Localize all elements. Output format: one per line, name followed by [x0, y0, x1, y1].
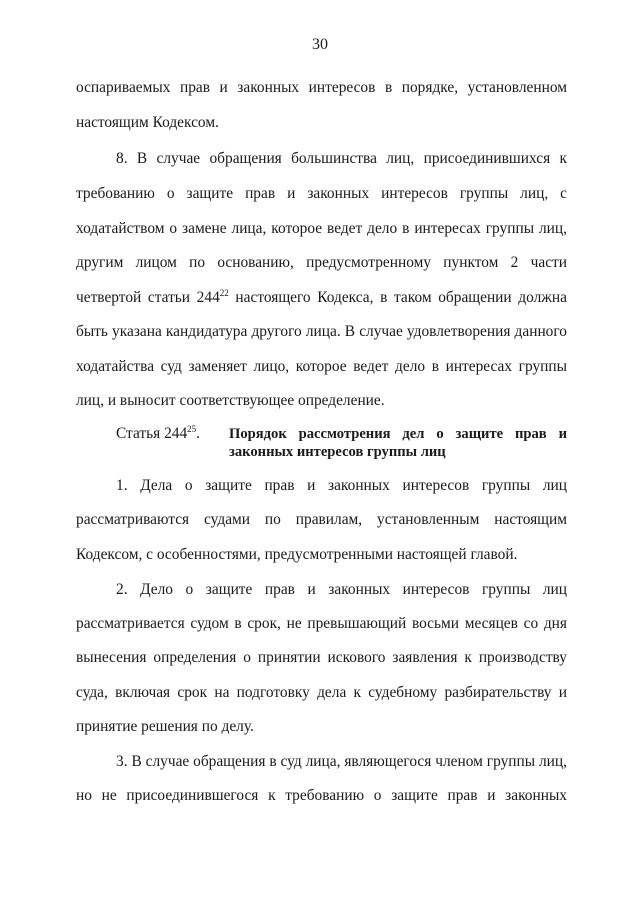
text-line: ходатайства суд заменяет лицо, которое ведет дело в интересах группы: [76, 358, 567, 375]
page-number: 30: [312, 36, 328, 53]
text-line: настоящим Кодексом.: [76, 114, 219, 131]
text-line: требованию о защите прав и законных интересов группы лиц, с: [76, 185, 567, 202]
text-line: рассматривается судом в срок, не превышающий восьми месяцев со дня: [76, 615, 567, 632]
article-title-line: законных интересов группы лиц: [229, 444, 446, 460]
article-title-line: Порядок рассмотрения дел о защите прав и: [229, 426, 567, 442]
article-label-text: Статья 244: [116, 425, 188, 442]
superscript: 22: [219, 287, 229, 298]
text-line: другим лицом по основанию, предусмотренному пунктом 2 части: [76, 254, 567, 271]
text-line: Кодексом, с особенностями, предусмотренными настоящей главой.: [76, 546, 518, 563]
text-line: оспариваемых прав и законных интересов в порядке, установленном: [76, 79, 567, 96]
text-line: 1. Дела о защите прав и законных интересов группы лиц: [116, 477, 567, 494]
article-label-dot: .: [196, 425, 201, 442]
text-line: [76, 288, 567, 308]
text-line: вынесения определения о принятии искового заявления к производству: [76, 649, 567, 666]
text-line: 8. В случае обращения большинства лиц, присоединившихся к: [116, 150, 567, 167]
text-line: 2. Дело о защите прав и законных интересов группы лиц: [116, 581, 567, 598]
text-line: суда, включая срок на подготовку дела к судебному разбирательству и: [76, 684, 567, 701]
text-line: принятие решения по делу.: [76, 718, 254, 735]
text-fragment: настоящего Кодекса, в таком обращении должна: [228, 289, 567, 306]
text-line: рассматриваются судами по правилам, установленным настоящим: [76, 511, 567, 528]
text-line: ходатайством о замене лица, которое ведет дело в интересах группы лиц,: [76, 220, 567, 237]
text-line: но не присоединившегося к требованию о защите прав и законных: [76, 787, 567, 804]
article-superscript: 25: [187, 423, 197, 434]
text-line: лиц, и выносит соответствующее определение.: [76, 392, 385, 409]
text-line: 3. В случае обращения в суд лица, являющегося членом группы лиц,: [116, 753, 567, 770]
text-line: быть указана кандидатура другого лица. В случае удовлетворения данного: [76, 323, 567, 340]
text-fragment: четвертой статьи 244: [76, 289, 220, 306]
article-label: [116, 424, 200, 444]
